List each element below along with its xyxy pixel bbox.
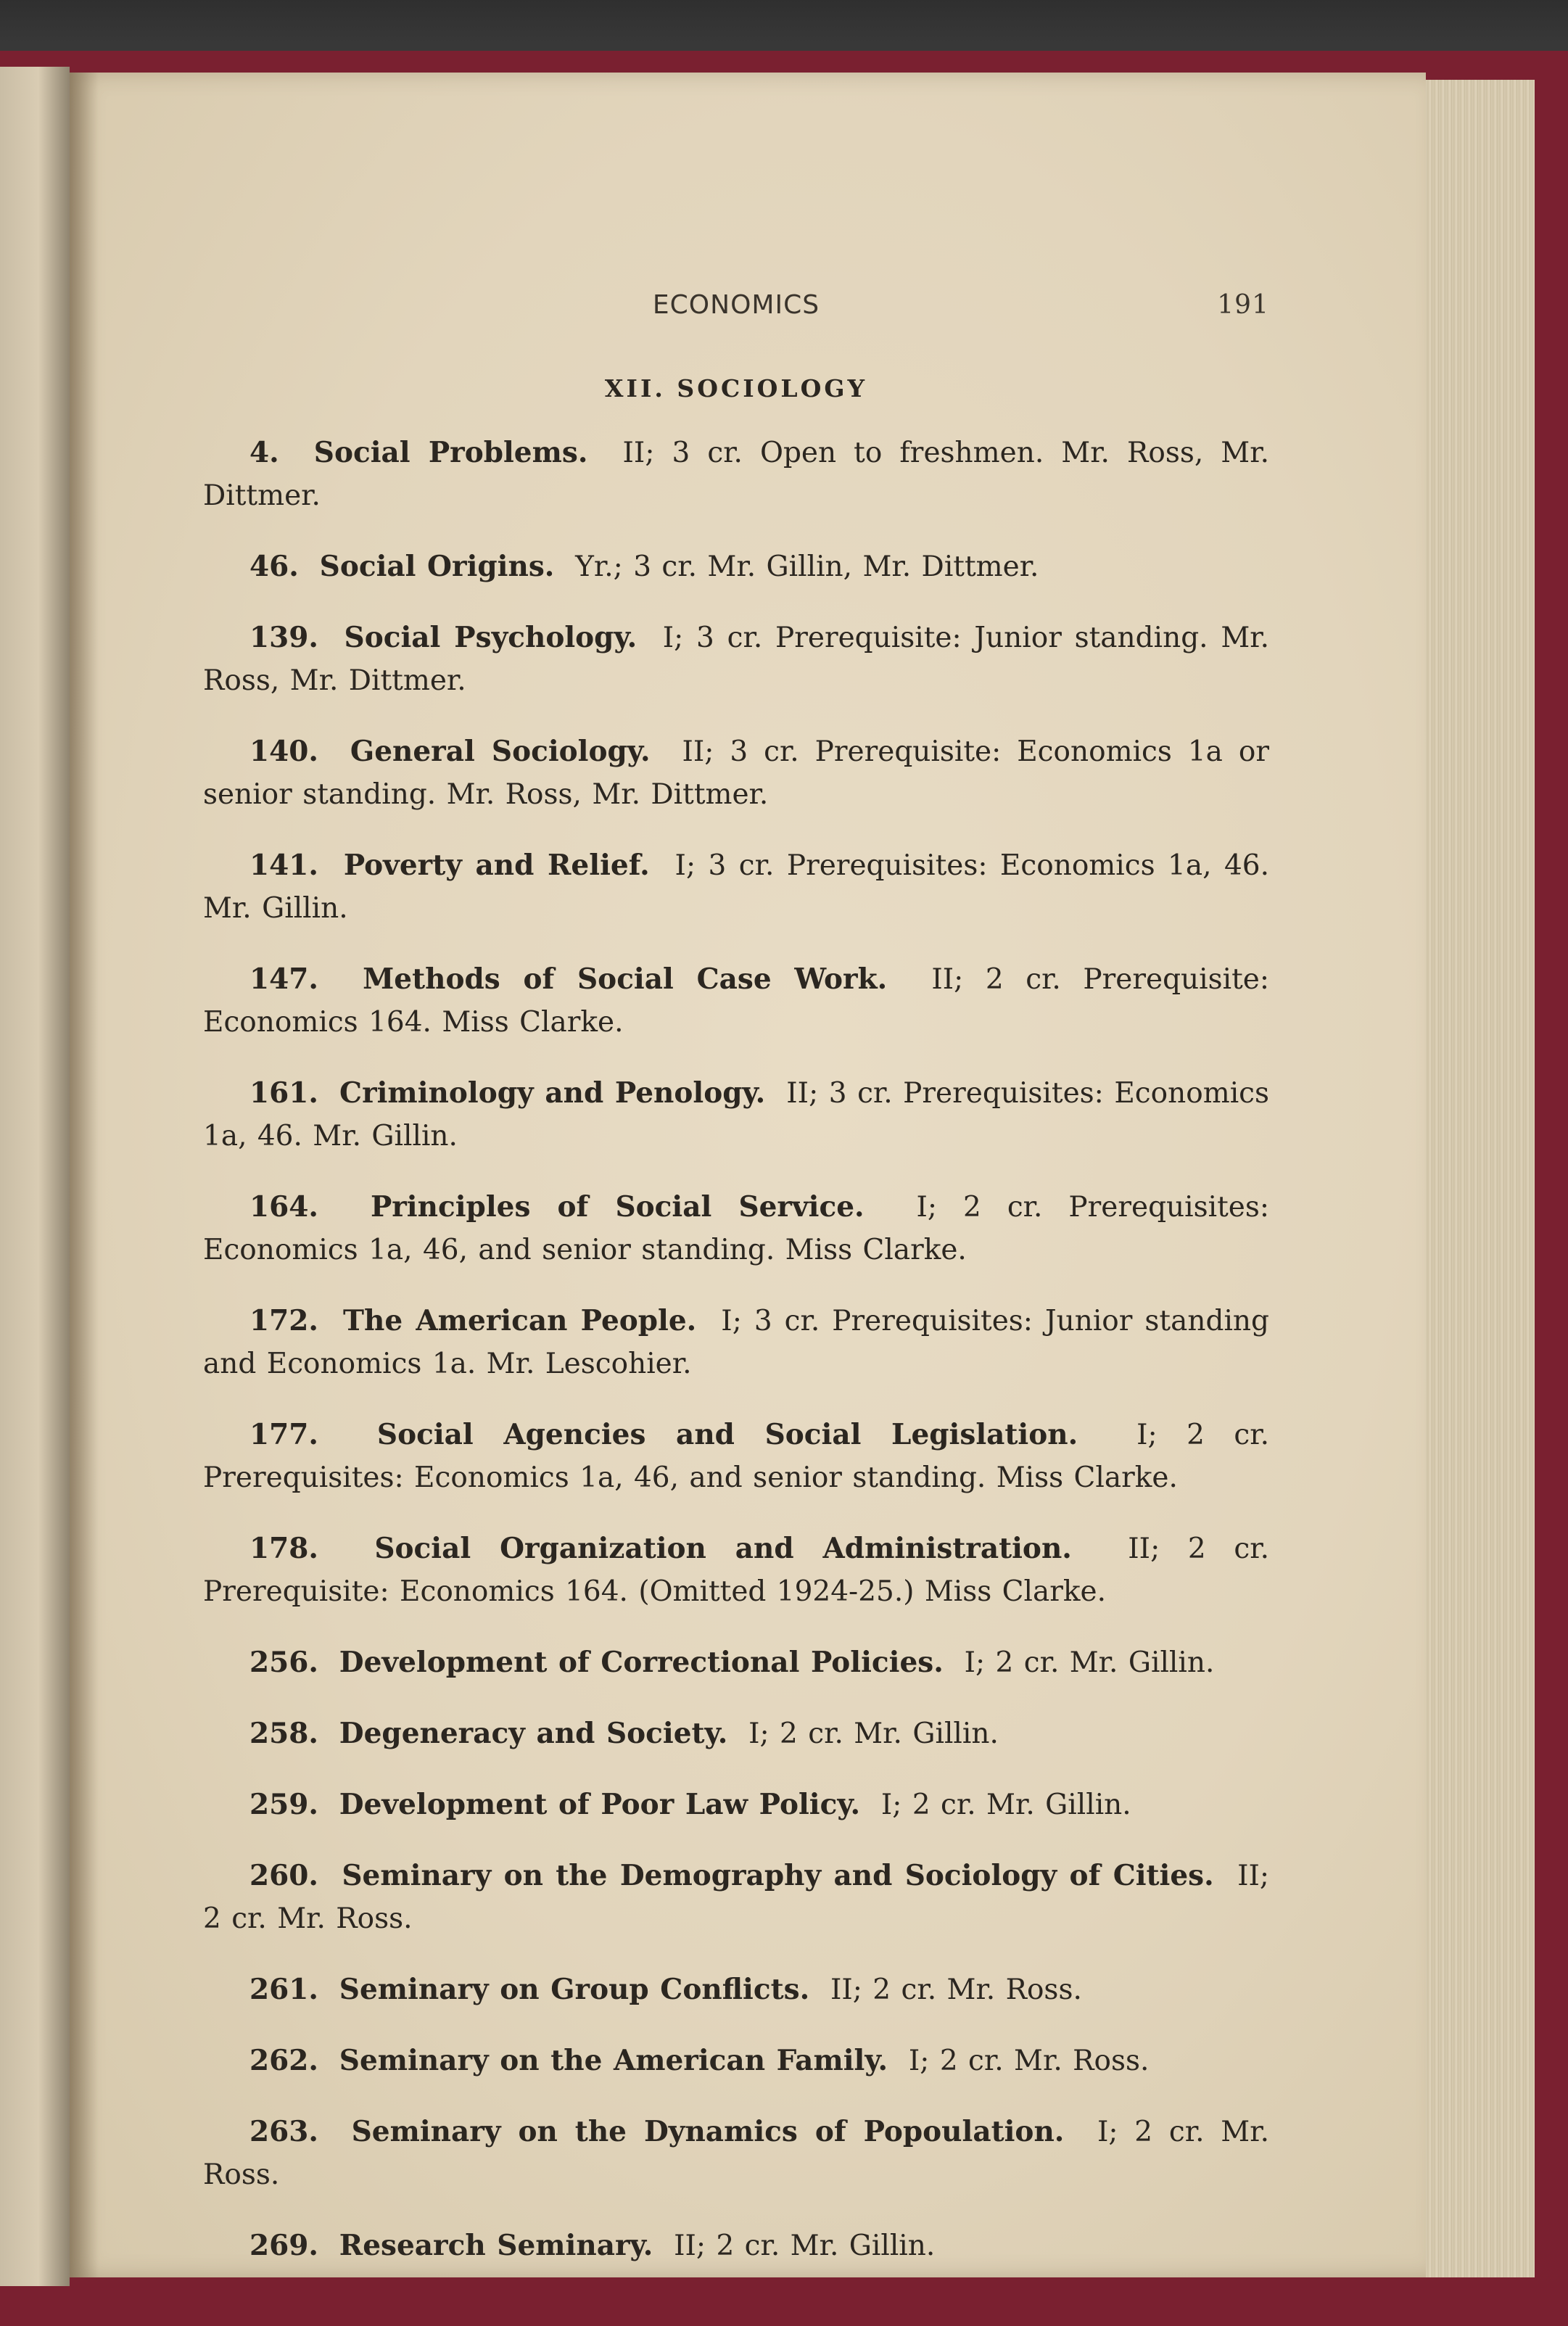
course-details: II; 3 cr. Prerequisites: Economics 1a, 46. Mr. Gillin. bbox=[203, 1077, 1270, 1152]
course-title: Social Origins. bbox=[319, 550, 555, 583]
course-title: Development of Poor Law Policy. bbox=[339, 1788, 861, 1821]
course-details: II; 2 cr. Mr. Ross. bbox=[203, 1860, 1270, 1935]
course-details: I; 2 cr. Prerequisites: Economics 1a, 46, and senior standing. Miss Clarke. bbox=[203, 1419, 1269, 1494]
course-entry bbox=[203, 1186, 1269, 1271]
course-details: I; 2 cr. Mr. Gillin. bbox=[964, 1646, 1215, 1679]
course-title: Social Problems. bbox=[313, 436, 588, 469]
course-details: I; 2 cr. Prerequisites: Economics 1a, 46, and senior standing. Miss Clarke. bbox=[203, 1191, 1270, 1266]
course-title: Poverty and Relief. bbox=[343, 849, 650, 882]
course-title: Methods of Social Case Work. bbox=[363, 962, 888, 996]
course-entry bbox=[203, 1414, 1269, 1499]
course-entry bbox=[203, 730, 1269, 816]
course-details: II; 2 cr. Prerequisite: Economics 164. Miss Clarke. bbox=[203, 963, 1270, 1039]
course-entry bbox=[203, 1855, 1269, 1940]
course-details: I; 2 cr. Mr. Gillin. bbox=[748, 1717, 999, 1750]
course-entry bbox=[203, 2224, 1269, 2267]
section-title: XII. SOCIOLOGY bbox=[604, 374, 868, 403]
page-text bbox=[203, 290, 1269, 2273]
course-entry bbox=[203, 958, 1269, 1044]
course-details: I; 3 cr. Prerequisites: Junior standing and Economics 1a. Mr. Lescohier. bbox=[203, 1305, 1270, 1380]
course-title: Seminary on the American Family. bbox=[339, 2044, 888, 2077]
course-number: 4. bbox=[249, 436, 279, 469]
course-title: Criminology and Penology. bbox=[339, 1076, 766, 1110]
course-title: Seminary on Group Conflicts. bbox=[339, 1973, 810, 2006]
course-title: Degeneracy and Society. bbox=[339, 1717, 728, 1750]
course-title: General Sociology. bbox=[350, 735, 651, 768]
course-entry bbox=[203, 1527, 1269, 1613]
course-details: I; 2 cr. Mr. Ross. bbox=[908, 2045, 1150, 2077]
course-number: 140. bbox=[249, 735, 318, 768]
course-entry bbox=[203, 2040, 1269, 2082]
course-title: Development of Correctional Policies. bbox=[339, 1646, 944, 1679]
course-entry bbox=[203, 844, 1269, 930]
course-details: II; 3 cr. Open to freshmen. Mr. Ross, Mr. Dittmer. bbox=[203, 437, 1269, 512]
course-entry bbox=[203, 1783, 1269, 1826]
course-entry bbox=[203, 432, 1269, 517]
running-title: ECONOMICS bbox=[652, 290, 820, 320]
course-title: Seminary on the Dynamics of Popoulation. bbox=[351, 2115, 1065, 2148]
course-details: II; 3 cr. Prerequisite: Economics 1a or senior standing. Mr. Ross, Mr. Dittmer. bbox=[203, 735, 1269, 811]
course-number: 141. bbox=[249, 849, 318, 882]
course-entry bbox=[203, 1712, 1269, 1755]
course-number: 260. bbox=[249, 1859, 318, 1892]
course-title: Research Seminary. bbox=[339, 2229, 653, 2262]
course-details: I; 2 cr. Mr. Ross. bbox=[203, 2116, 1269, 2191]
course-entry bbox=[203, 1641, 1269, 1684]
course-entry bbox=[203, 1300, 1269, 1385]
course-details: I; 2 cr. Mr. Gillin. bbox=[880, 1789, 1131, 1821]
course-number: 259. bbox=[249, 1788, 318, 1821]
course-number: 164. bbox=[249, 1190, 318, 1224]
course-details: I; 3 cr. Prerequisite: Junior standing. Mr. Ross, Mr. Dittmer. bbox=[203, 622, 1270, 697]
course-number: 256. bbox=[249, 1646, 318, 1679]
course-number: 261. bbox=[249, 1973, 318, 2006]
course-entry bbox=[203, 616, 1269, 702]
course-title: Principles of Social Service. bbox=[370, 1190, 865, 1224]
course-title: The American People. bbox=[343, 1304, 697, 1337]
course-entry bbox=[203, 1968, 1269, 2011]
course-entry bbox=[203, 545, 1269, 588]
course-list bbox=[203, 432, 1269, 2267]
course-details: I; 3 cr. Prerequisites: Economics 1a, 46. Mr. Gillin. bbox=[203, 849, 1269, 925]
course-title: Social Psychology. bbox=[344, 621, 637, 654]
course-number: 269. bbox=[249, 2229, 318, 2262]
page-stack-edges bbox=[1426, 80, 1535, 2277]
course-details: Yr.; 3 cr. Mr. Gillin, Mr. Dittmer. bbox=[575, 550, 1039, 583]
course-number: 178. bbox=[249, 1532, 318, 1565]
course-number: 258. bbox=[249, 1717, 318, 1750]
course-number: 172. bbox=[249, 1304, 318, 1337]
course-number: 161. bbox=[249, 1076, 318, 1110]
course-title: Social Organization and Administration. bbox=[374, 1532, 1072, 1565]
course-number: 147. bbox=[249, 962, 318, 996]
course-title: Seminary on the Demography and Sociology of Cities. bbox=[342, 1859, 1214, 1892]
gutter-shadow bbox=[70, 73, 99, 2277]
course-details: II; 2 cr. Prerequisite: Economics 164. (Omitted 1924-25.) Miss Clarke. bbox=[203, 1533, 1269, 1608]
course-details: II; 2 cr. Mr. Gillin. bbox=[674, 2230, 936, 2262]
course-number: 177. bbox=[249, 1418, 318, 1451]
course-title: Social Agencies and Social Legislation. bbox=[376, 1418, 1078, 1451]
course-number: 262. bbox=[249, 2044, 318, 2077]
facing-page-edge bbox=[0, 67, 70, 2286]
course-number: 263. bbox=[249, 2115, 318, 2148]
page-number: 191 bbox=[1217, 290, 1269, 320]
course-details: II; 2 cr. Mr. Ross. bbox=[830, 1974, 1082, 2006]
course-number: 139. bbox=[249, 621, 318, 654]
course-entry bbox=[203, 2111, 1269, 2196]
course-entry bbox=[203, 1072, 1269, 1158]
page-header bbox=[203, 290, 1269, 334]
course-number: 46. bbox=[249, 550, 299, 583]
